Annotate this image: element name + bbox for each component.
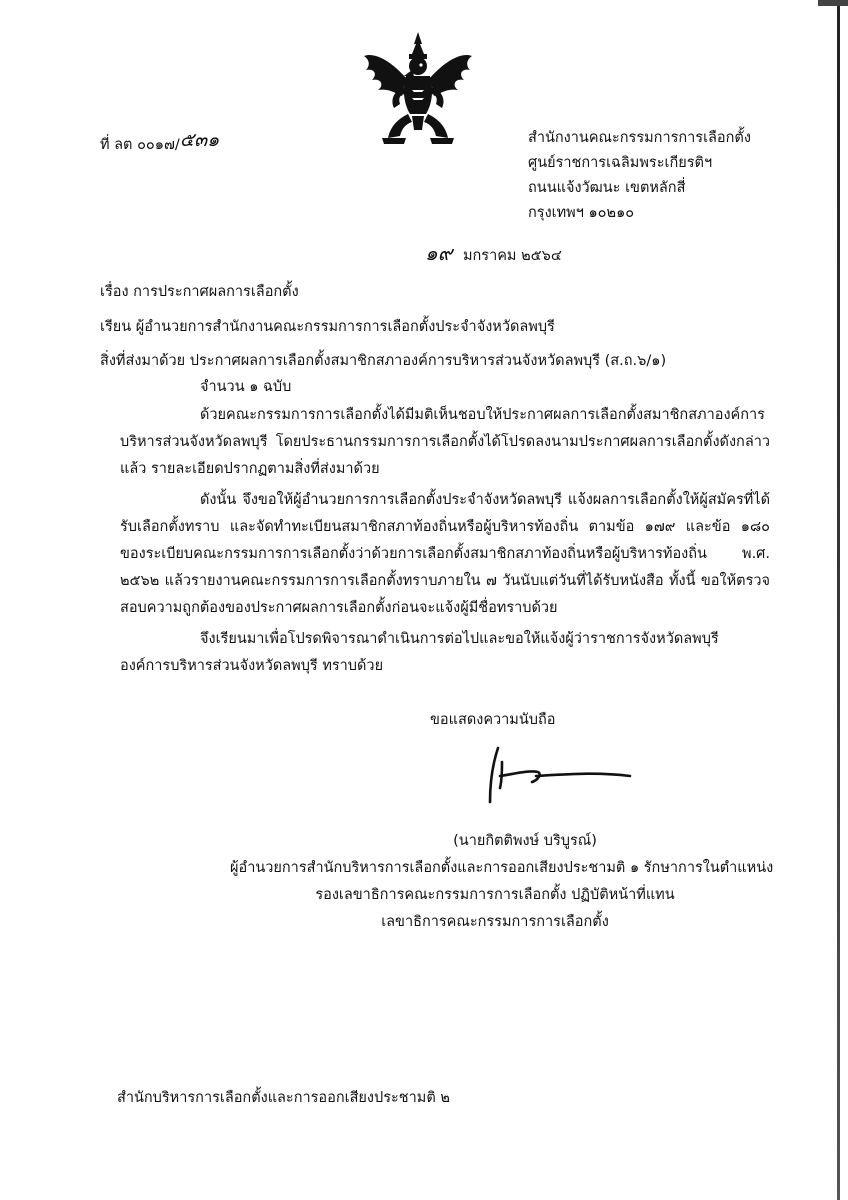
body-paragraph-3: จึงเรียนมาเพื่อโปรดพิจารณาดำเนินการต่อไปและขอให้แจ้งผู้ว่าราชการจังหวัดลพบุรี องค์การบริหารส่วนจังหวัดลพบุรี ทราบด้วย (120, 631, 719, 674)
address-line-1: สำนักงานคณะกรรมการการเลือกตั้ง (528, 130, 751, 146)
signer-title-3: เลขาธิการคณะกรรมการการเลือกตั้ง (381, 914, 609, 930)
signer-name: (นายกิตติพงษ์ บริบูรณ์) (453, 833, 597, 849)
enclosure-line: สิ่งที่ส่งมาด้วย ประกาศผลการเลือกตั้งสมาชิกสภาองค์การบริหารส่วนจังหวัดลพบุรี (ส.ถ.๖/๑) (100, 353, 667, 369)
reference-number (100, 128, 219, 158)
footer-department: สำนักบริหารการเลือกตั้งและการออกเสียงประชามติ ๒ (117, 1090, 450, 1106)
signer-block (230, 828, 774, 936)
address-line-4: กรุงเทพฯ ๑๐๒๑๐ (528, 205, 635, 221)
address-line-2: ศูนย์ราชการเฉลิมพระเกียรติฯ (528, 155, 713, 171)
letter-date (425, 237, 562, 269)
subject-line: เรื่อง การประกาศผลการเลือกตั้ง (100, 284, 299, 300)
body-paragraph-2: ดังนั้น จึงขอให้ผู้อำนวยการการเลือกตั้งประจำจังหวัดลพบุรี แจ้งผลการเลือกตั้งให้ผู้สมัครที่ได้รับเลือกตั้งทราบ และจัดทำทะเบียนสมาชิกสภาท้องถิ่นหรือผู้บริหารท้องถิ่น ตามข้อ ๑๗๙ และข้อ ๑๘๐ ของระเบียบคณะกรรมการการเลือกตั้งว่าด้วยการเลือกตั้งสมาชิกสภาท้องถิ่นหรือผู้บริหารท้องถิ่น พ.ศ. ๒๕๖๒ แล้วรายงานคณะกรรมการการเลือกตั้งทราบภายใน ๗ วันนับแต่วันที่ได้รับหนังสือ ทั้งนี้ ขอให้ตรวจสอบความถูกต้องของประกาศผลการเลือกตั้งก่อนจะแจ้งผู้มีชื่อทราบด้วย (120, 492, 770, 616)
scan-edge-top (818, 0, 848, 6)
date-month-year: มกราคม ๒๕๖๔ (462, 248, 562, 264)
recipient-line: เรียน ผู้อำนวยการสำนักงานคณะกรรมการการเลือกตั้งประจำจังหวัดลพบุรี (100, 319, 555, 335)
reference-prefix: ที่ ลต ๐๐๑๗/ (100, 137, 180, 153)
body-paragraph-1: ด้วยคณะกรรมการการเลือกตั้งได้มีมติเห็นชอบให้ประกาศผลการเลือกตั้งสมาชิกสภาองค์การบริหารส่วนจังหวัดลพบุรี โดยประธานกรรมการการเลือกตั้งได้โปรดลงนามประกาศผลการเลือกตั้งดังกล่าวแล้ว รายละเอียดปรากฏตามสิ่งที่ส่งมาด้วย (120, 407, 770, 477)
date-day-handwritten: ๑๙ (425, 241, 453, 265)
enclosure-quantity: จำนวน ๑ ฉบับ (200, 379, 292, 395)
scan-edge (837, 0, 840, 1200)
sender-address (528, 126, 751, 226)
garuda-emblem-icon (360, 30, 476, 148)
signer-title-2: รองเลขาธิการคณะกรรมการการเลือกตั้ง ปฏิบัติหน้าที่แทน (315, 887, 675, 903)
reference-handwritten: ๕๓๑ (179, 129, 220, 151)
handwritten-signature (480, 740, 640, 810)
closing-salutation: ขอแสดงความนับถือ (430, 712, 556, 728)
address-line-3: ถนนแจ้งวัฒนะ เขตหลักสี่ (528, 180, 686, 196)
signer-title-1: ผู้อำนวยการสำนักบริหารการเลือกตั้งและการออกเสียงประชามติ ๑ รักษาการในตำแหน่ง (230, 860, 774, 876)
